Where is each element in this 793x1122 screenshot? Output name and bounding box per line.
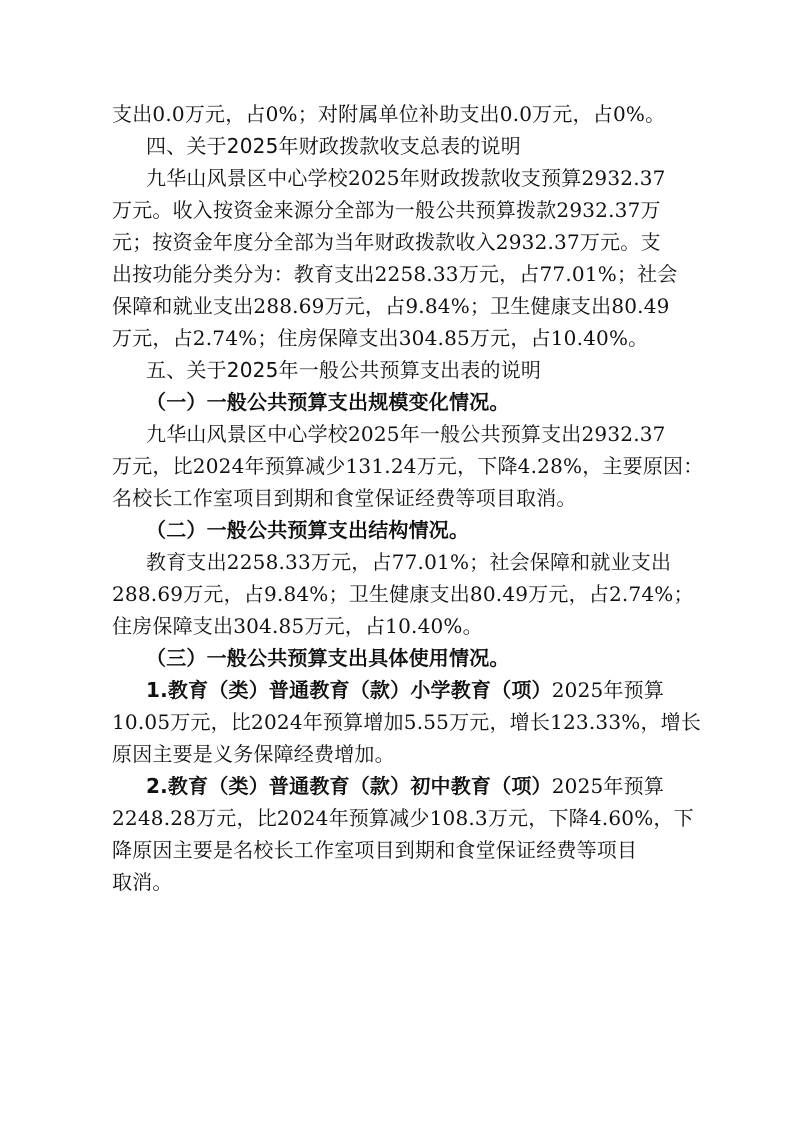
text-line: 九华山风景区中心学校2025年财政拨款收支预算2932.37 bbox=[146, 166, 666, 190]
text-line: 2248.28万元，比2024年预算减少108.3万元，下降4.60%，下 bbox=[112, 806, 694, 830]
text-line: 原因主要是义务保障经费增加。 bbox=[112, 742, 395, 766]
text-line: 取消。 bbox=[112, 870, 173, 894]
item-1-title: 1.教育（类）普通教育（款）小学教育（项） bbox=[146, 678, 552, 702]
document-page bbox=[112, 98, 704, 898]
text-line: 降原因主要是名校长工作室项目到期和食堂保证经费等项目 bbox=[112, 838, 638, 862]
text-line: 支出0.0万元，占0%；对附属单位补助支出0.0万元，占0%。 bbox=[112, 102, 666, 126]
subheading-2: （二）一般公共预算支出结构情况。 bbox=[146, 518, 470, 542]
text-line: 教育支出2258.33万元，占77.01%；社会保障和就业支出 bbox=[146, 550, 672, 574]
subheading-3: （三）一般公共预算支出具体使用情况。 bbox=[146, 646, 510, 670]
item-2-line bbox=[112, 770, 687, 802]
text-line: 住房保障支出304.85万元，占10.40%。 bbox=[112, 614, 483, 638]
text-line: 288.69万元，占9.84%；卫生健康支出80.49万元，占2.74%； bbox=[112, 582, 694, 606]
text-line: 九华山风景区中心学校2025年一般公共预算支出2932.37 bbox=[146, 422, 666, 446]
text-line: 保障和就业支出288.69万元，占9.84%；卫生健康支出80.49 bbox=[112, 294, 670, 318]
item-2-title: 2.教育（类）普通教育（款）初中教育（项） bbox=[146, 774, 552, 798]
item-1-lead: 2025年预算 bbox=[551, 678, 665, 702]
text-line: 万元，比2024年预算减少131.24万元，下降4.28%，主要原因： bbox=[112, 454, 704, 478]
text-line: 出按功能分类分为：教育支出2258.33万元，占77.01%；社会 bbox=[112, 262, 678, 286]
text-line: 万元，占2.74%；住房保障支出304.85万元，占10.40%。 bbox=[112, 326, 649, 350]
subheading-1: （一）一般公共预算支出规模变化情况。 bbox=[146, 390, 510, 414]
section-heading-5: 五、关于2025年一般公共预算支出表的说明 bbox=[146, 358, 542, 382]
text-line: 10.05万元，比2024年预算增加5.55万元，增长123.33%，增长 bbox=[112, 710, 702, 734]
text-line: 万元。收入按资金来源分全部为一般公共预算拨款2932.37万 bbox=[112, 198, 661, 222]
text-line: 名校长工作室项目到期和食堂保证经费等项目取消。 bbox=[112, 486, 577, 510]
text-line: 元；按资金年度分全部为当年财政拨款收入2932.37万元。支 bbox=[112, 230, 661, 254]
section-heading-4: 四、关于2025年财政拨款收支总表的说明 bbox=[146, 134, 521, 158]
item-1-line bbox=[112, 674, 687, 706]
item-2-lead: 2025年预算 bbox=[551, 774, 665, 798]
